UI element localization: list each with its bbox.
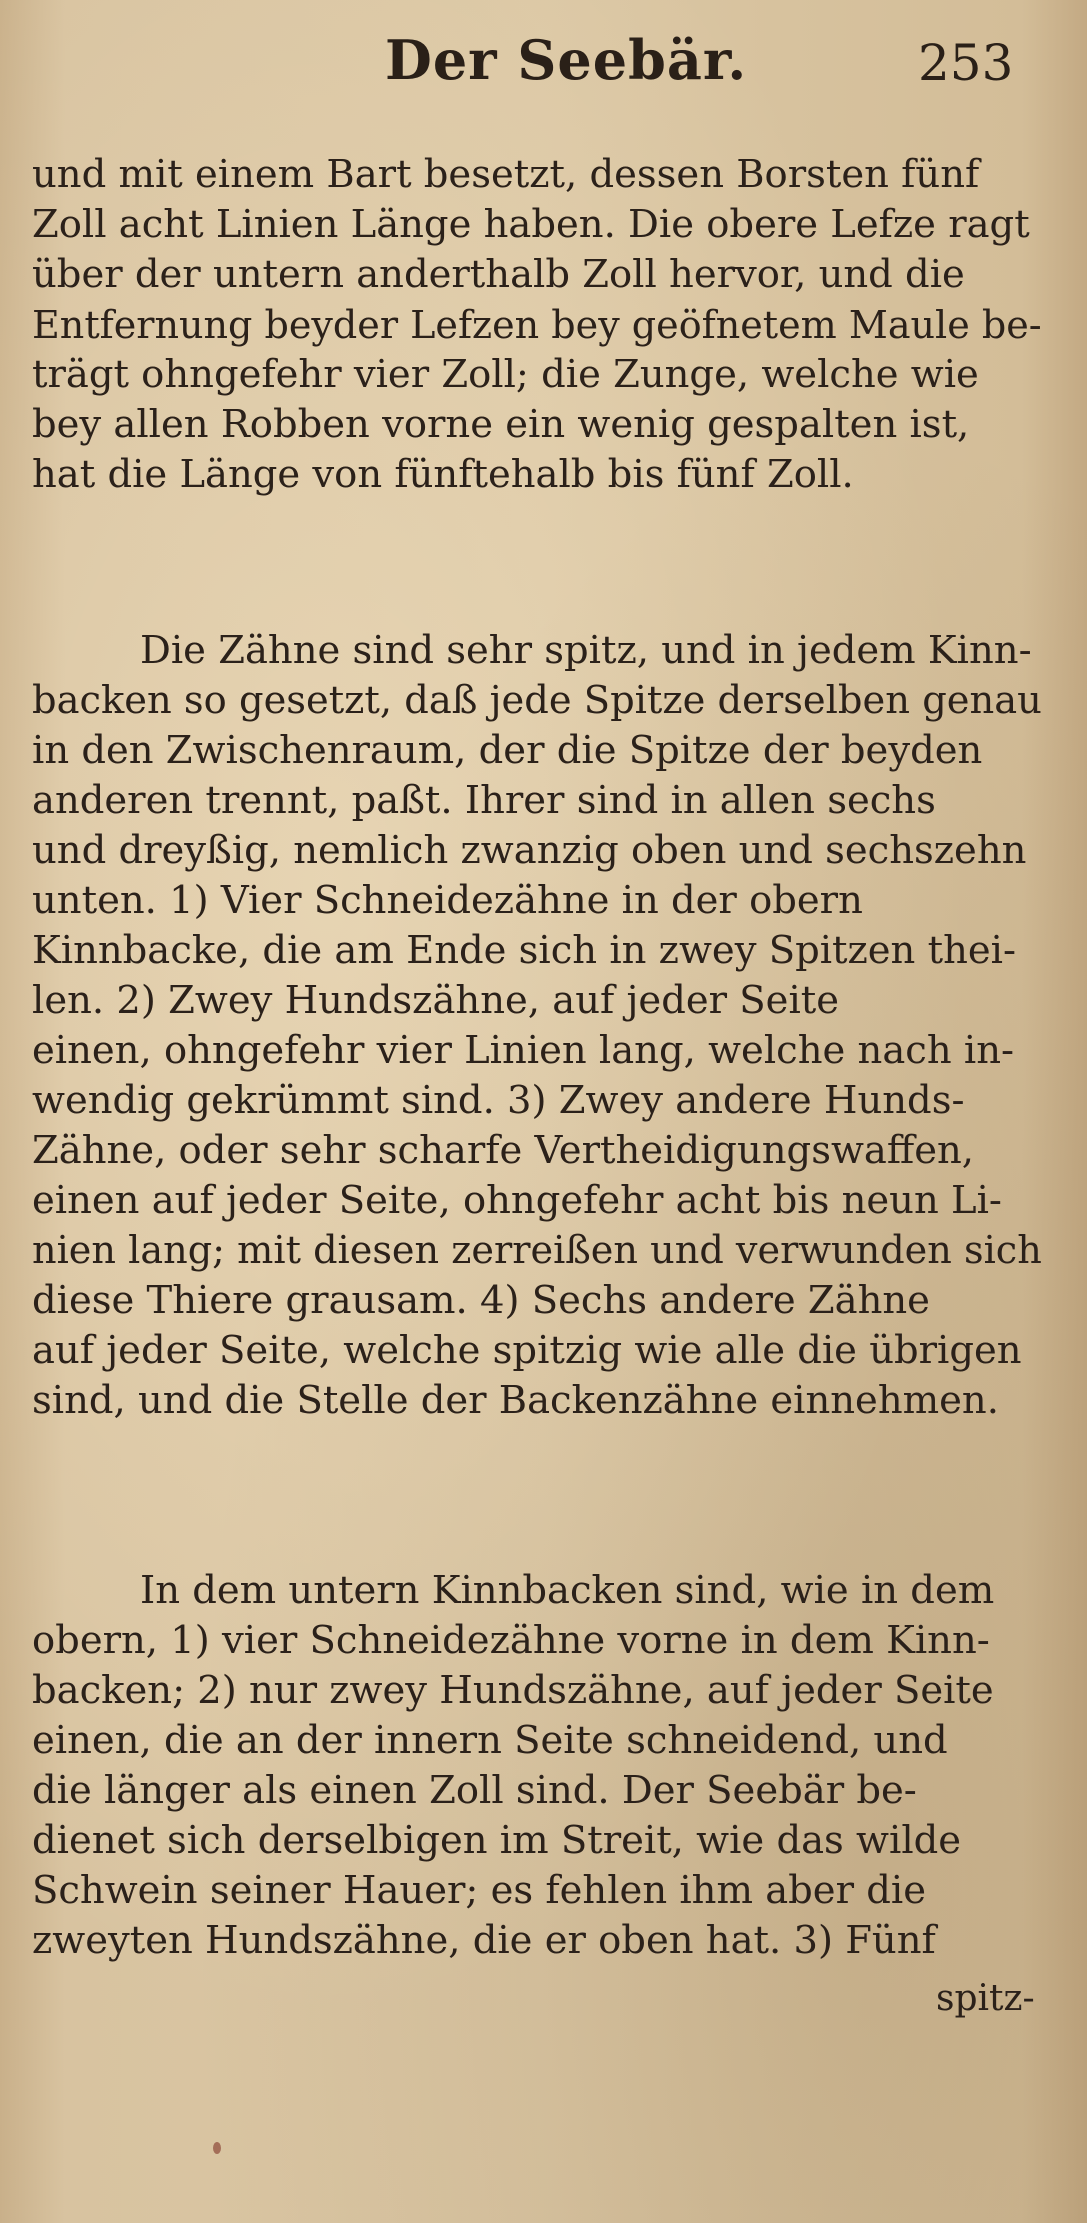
page-number: 253	[918, 34, 1014, 92]
text-line: diese Thiere grausam. 4) Sechs andere Zähne	[32, 1278, 930, 1323]
text-line: Die Zähne sind sehr spitz, und in jedem Kinn-	[140, 628, 1032, 673]
text-line: und dreyßig, nemlich zwanzig oben und sechszehn	[32, 828, 1027, 873]
text-line: len. 2) Zwey Hundszähne, auf jeder Seite	[32, 978, 840, 1023]
text-line: Zähne, oder sehr scharfe Vertheidigungswaffen,	[32, 1128, 975, 1173]
running-title: Der Seebär.	[385, 28, 748, 92]
text-line: einen, ohngefehr vier Linien lang, welche nach in-	[32, 1028, 1014, 1073]
text-line: in den Zwischenraum, der die Spitze der beyden	[32, 728, 983, 773]
text-line: backen so gesetzt, daß jede Spitze derselben genau	[32, 678, 1042, 723]
text-line: Kinnbacke, die am Ende sich in zwey Spitzen thei-	[32, 928, 1016, 973]
text-line: dienet sich derselbigen im Streit, wie das wilde	[32, 1818, 962, 1863]
text-line: hat die Länge von fünftehalb bis fünf Zoll.	[32, 452, 854, 497]
text-line: In dem untern Kinnbacken sind, wie in dem	[140, 1568, 995, 1613]
text-line: backen; 2) nur zwey Hundszähne, auf jeder Seite	[32, 1668, 994, 1713]
text-line: einen, die an der innern Seite schneidend, und	[32, 1718, 948, 1763]
text-line: wendig gekrümmt sind. 3) Zwey andere Hunds-	[32, 1078, 965, 1123]
text-line: bey allen Robben vorne ein wenig gespalten ist,	[32, 402, 970, 447]
text-line: Zoll acht Linien Länge haben. Die obere Lefze ragt	[32, 202, 1030, 247]
text-line: nien lang; mit diesen zerreißen und verwunden sich	[32, 1229, 1042, 1273]
text-line: auf jeder Seite, welche spitzig wie alle die übrigen	[32, 1328, 1022, 1373]
text-line: Schwein seiner Hauer; es fehlen ihm aber die	[32, 1868, 926, 1913]
text-line: sind, und die Stelle der Backenzähne einnehmen.	[32, 1378, 999, 1423]
paragraph-3	[32, 1566, 1042, 1966]
ink-speck	[213, 2142, 221, 2154]
text-line: einen auf jeder Seite, ohngefehr acht bis neun Li-	[32, 1178, 1002, 1223]
text-line: Entfernung beyder Lefzen bey geöfnetem Maule be-	[32, 303, 1042, 347]
text-line: zweyten Hundszähne, die er oben hat. 3) Fünf	[32, 1918, 936, 1963]
catchword: spitz-	[936, 1978, 1035, 2019]
page-header	[0, 28, 1087, 108]
text-line: über der untern anderthalb Zoll hervor, und die	[32, 252, 965, 297]
text-line: die länger als einen Zoll sind. Der Seebär be-	[32, 1768, 917, 1813]
text-line: unten. 1) Vier Schneidezähne in der obern	[32, 878, 863, 923]
paragraph-2	[32, 626, 1042, 1426]
text-line: anderen trennt, paßt. Ihrer sind in allen sechs	[32, 778, 936, 823]
paragraph-1	[32, 150, 1042, 500]
text-line: und mit einem Bart besetzt, dessen Borsten fünf	[32, 152, 980, 197]
text-line: trägt ohngefehr vier Zoll; die Zunge, welche wie	[32, 352, 979, 397]
text-line: obern, 1) vier Schneidezähne vorne in dem Kinn-	[32, 1618, 990, 1663]
